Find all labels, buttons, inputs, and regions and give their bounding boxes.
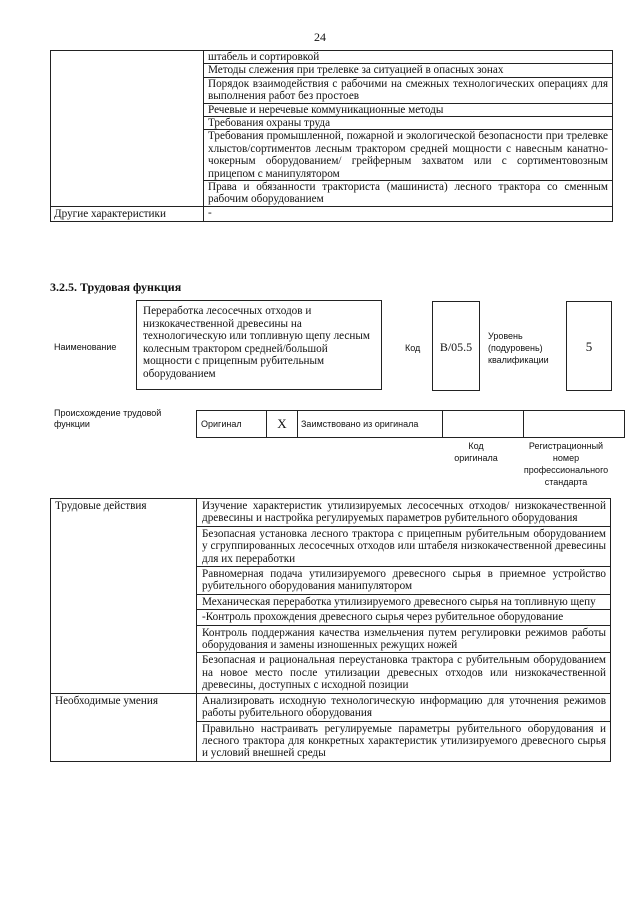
- skill-item: Анализировать исходную технологическую информацию для уточнения режимов работы рубительного оборудования: [197, 693, 611, 721]
- qualification-level-value: 5: [566, 301, 612, 391]
- origin-table: [196, 410, 625, 438]
- code-value: B/05.5: [432, 301, 480, 391]
- continuation-row: Требования промышленной, пожарной и экологической безопасности при трелевке хлыстов/сортиментов лесным трактором средней мощности с навесным канатно-чокерным оборудованием/ грейферным захватом или с сортиментовозным прицепом с манипулятором: [204, 130, 613, 181]
- continuation-row: Методы слежения при трелевке за ситуацией в опасных зонах: [204, 64, 613, 77]
- registration-number-cell: [524, 411, 625, 438]
- qualification-level-label: Уровень (подуровень) квалификации: [488, 331, 549, 365]
- original-code-caption: Код оригинала: [454, 441, 498, 463]
- continuation-table: [50, 50, 613, 222]
- registration-number-caption: Регистрационный номер профессионального стандарта: [523, 441, 609, 487]
- original-label: Оригинал: [197, 411, 267, 438]
- labor-action-item: Изучение характеристик утилизируемых лесосечных отходов/ низкокачественной древесины и настройка регулируемых параметров рубительного оборудования: [197, 499, 611, 527]
- original-code-cell: [443, 411, 524, 438]
- continuation-row: штабель и сортировкой: [204, 51, 613, 64]
- original-mark: X: [267, 411, 298, 438]
- labor-action-item: Механическая переработка утилизируемого древесного сырья на топливную щепу: [197, 594, 611, 609]
- labor-actions-label: Трудовые действия: [51, 499, 197, 694]
- section-title: 3.2.5. Трудовая функция: [50, 280, 182, 294]
- continuation-row: Речевые и неречевые коммуникационные методы: [204, 103, 613, 116]
- labor-action-item: Безопасная установка лесного трактора с прицепным рубительным оборудованием у сгруппированных лесосечных отходов или штабеля низкокачественной древесины для их переработки: [197, 526, 611, 566]
- continuation-row: Требования охраны труда: [204, 117, 613, 130]
- required-skills-label: Необходимые умения: [51, 693, 197, 761]
- origin-label: Происхождение трудовой функции: [54, 408, 162, 429]
- skill-item: Правильно настраивать регулируемые параметры рубительного оборудования и лесного трактора для конкретных характеристик утилизируемого древесного сырья и условий внешней среды: [197, 721, 611, 761]
- other-characteristics-label: Другие характеристики: [51, 206, 204, 221]
- name-label: Наименование: [54, 342, 117, 352]
- function-name-box: Переработка лесосечных отходов и низкокачественной древесины на технологическую или топливную щепу лесным колесным трактором средней/большой мощности с прицепным рубительным оборудованием: [136, 300, 382, 390]
- borrowed-label: Заимствовано из оригинала: [298, 411, 443, 438]
- other-characteristics-value: -: [204, 206, 613, 221]
- labor-action-item: Безопасная и рациональная переустановка трактора с рубительным оборудованием на новое место после утилизации древесных отходов или низкокачественной древесины, доступных с исходной позиции: [197, 653, 611, 693]
- main-table: [50, 498, 611, 762]
- code-label: Код: [405, 343, 421, 353]
- labor-action-item: -Контроль прохождения древесного сырья через рубительное оборудование: [197, 610, 611, 625]
- continuation-label-cell: [51, 51, 204, 207]
- page-number: 24: [314, 30, 326, 44]
- labor-action-item: Контроль поддержания качества измельчения путем регулировки режимов работы оборудования и замены изношенных режущих ножей: [197, 625, 611, 653]
- labor-action-item: Равномерная подача утилизируемого древесного сырья в приемное устройство рубительного оборудования манипулятором: [197, 567, 611, 595]
- continuation-row: Порядок взаимодействия с рабочими на смежных технологических операциях для выполнения работ без простоев: [204, 77, 613, 103]
- continuation-row: Права и обязанности тракториста (машиниста) лесного трактора со сменным рабочим оборудованием: [204, 181, 613, 207]
